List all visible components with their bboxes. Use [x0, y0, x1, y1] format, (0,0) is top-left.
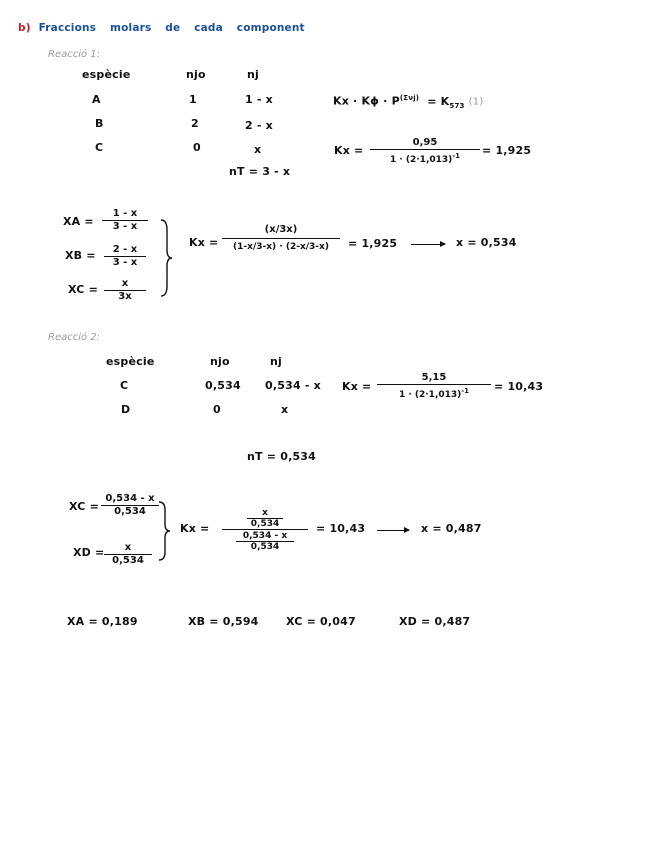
r1-kx-den-exp: -1	[452, 152, 461, 160]
final-xb-label: XB	[188, 615, 206, 628]
r2-frac-d-den: 0,534	[112, 555, 144, 566]
r1-frac-c-den: 3x	[118, 291, 132, 302]
r1-arrow	[411, 244, 445, 245]
r2-frac-c-den: 0,534	[114, 506, 146, 517]
eq-subscript: 573	[449, 101, 465, 110]
r2-kx-num: 5,15	[377, 372, 491, 385]
r2-header-nj: nj	[270, 355, 283, 368]
r2-arrow	[377, 530, 409, 531]
r2-header-species: espècie	[106, 355, 155, 368]
section-heading	[18, 22, 305, 34]
r2-kx-den-exp: -1	[461, 387, 470, 395]
final-xc-label: XC	[286, 615, 303, 628]
r2-frac-c	[101, 493, 159, 518]
r2-frac-d-label: XD =	[73, 546, 105, 559]
r2-kx-den-base: 1 · (2·1,013)	[398, 390, 462, 400]
r1-row1-nj: 1 - x	[245, 93, 273, 106]
r1-total-moles: nT = 3 - x	[229, 165, 291, 178]
final-xd	[399, 615, 470, 628]
r2-kx2-den-inner-frac	[236, 531, 294, 552]
r1-row1-species: A	[92, 93, 101, 106]
r2-row2-species: D	[121, 403, 131, 416]
eq-exponent: (Σνj)	[399, 94, 420, 102]
r2-kx2-num-den: 0,534	[250, 519, 280, 529]
r1-row3-nj: x	[254, 143, 262, 156]
r1-header-nj: nj	[247, 68, 260, 81]
final-xa	[67, 615, 138, 628]
r2-row2-njo: 0	[213, 403, 221, 416]
r1-solution: x = 0,534	[456, 236, 517, 249]
reaction2-label: Reacció 2:	[48, 332, 101, 343]
r2-kx2-den-den: 0,534	[250, 542, 280, 552]
r1-row3-njo: 0	[193, 141, 201, 154]
r1-row3-species: C	[95, 141, 104, 154]
r2-total-moles: nT = 0,534	[247, 450, 317, 463]
r1-kx-num: 0,95	[370, 137, 480, 150]
r1-kx2-result: = 1,925	[348, 237, 398, 250]
r1-frac-b-den: 3 - x	[112, 257, 138, 268]
r2-kx-fraction	[377, 372, 491, 401]
r1-frac-a-label: XA =	[63, 215, 94, 228]
r1-row1-njo: 1	[189, 93, 197, 106]
r1-kx-label: Kx =	[334, 144, 364, 157]
r2-kx-den	[396, 385, 472, 401]
eq-lhs: Kx · Kɸ · P	[333, 94, 400, 108]
r2-kx2-fraction	[222, 507, 308, 552]
final-xa-value: = 0,189	[88, 615, 138, 628]
eq-tag: (1)	[468, 96, 484, 108]
r2-solution: x = 0,487	[421, 522, 482, 535]
r1-frac-c-label: XC =	[68, 283, 99, 296]
r1-frac-a	[102, 208, 148, 233]
r2-kx2-num-inner: x	[247, 508, 283, 519]
r2-frac-d	[104, 542, 152, 567]
r1-frac-c-num: x	[104, 278, 146, 291]
r2-header-njo: njo	[210, 355, 230, 368]
final-xc	[286, 615, 356, 628]
r2-kx2-num-inner-frac	[247, 508, 283, 529]
r1-row2-njo: 2	[191, 117, 199, 130]
final-xc-value: = 0,047	[306, 615, 356, 628]
r2-frac-d-num: x	[104, 542, 152, 555]
r2-brace	[157, 500, 171, 562]
r2-row1-nj: 0,534 - x	[265, 379, 321, 392]
r1-kx2-fraction	[222, 222, 340, 255]
final-xd-value: = 0,487	[421, 615, 471, 628]
r2-kx-label: Kx =	[342, 380, 372, 393]
r2-kx2-den-inner: 0,534 - x	[236, 531, 294, 542]
r1-kx-fraction	[370, 137, 480, 166]
final-xb-value: = 0,594	[209, 615, 259, 628]
r1-kx-result: = 1,925	[482, 144, 532, 157]
r1-header-species: espècie	[82, 68, 131, 81]
r1-kx-den	[387, 150, 463, 166]
r2-frac-c-num: 0,534 - x	[101, 493, 159, 506]
heading-text: Fraccions molars de cada component	[38, 22, 305, 34]
final-xd-label: XD	[399, 615, 418, 628]
r1-brace	[159, 218, 173, 298]
r2-frac-c-label: XC =	[69, 500, 100, 513]
r1-frac-a-den: 3 - x	[112, 221, 138, 232]
r2-row2-nj: x	[281, 403, 289, 416]
r2-row1-species: C	[120, 379, 129, 392]
r2-kx2-label: Kx =	[180, 522, 210, 535]
r1-frac-b-num: 2 - x	[104, 244, 146, 257]
heading-bullet: b)	[18, 22, 31, 34]
r1-frac-c	[104, 278, 146, 303]
r2-kx2-den	[233, 530, 297, 552]
r1-frac-a-num: 1 - x	[102, 208, 148, 221]
r1-kx2-num: (x/3x)	[222, 222, 340, 239]
final-xb	[188, 615, 259, 628]
r1-frac-b	[104, 244, 146, 269]
r2-kx-result: = 10,43	[494, 380, 544, 393]
r1-kx2-label: Kx =	[189, 236, 219, 249]
r2-row1-njo: 0,534	[205, 379, 241, 392]
reaction1-label: Reacció 1:	[48, 49, 101, 60]
r1-header-njo: njo	[186, 68, 206, 81]
r1-kx2-den: (1-x/3-x) · (2-x/3-x)	[233, 242, 329, 252]
r2-kx2-result: = 10,43	[316, 522, 366, 535]
r2-kx2-num	[222, 507, 308, 530]
final-xa-label: XA	[67, 615, 85, 628]
r1-frac-b-label: XB =	[65, 249, 96, 262]
equilibrium-equation	[333, 94, 483, 110]
eq-rhs: = K	[427, 94, 450, 108]
r1-row2-species: B	[95, 117, 104, 130]
r1-kx-den-base: 1 · (2·1,013)	[389, 155, 453, 165]
r1-row2-nj: 2 - x	[245, 119, 273, 132]
